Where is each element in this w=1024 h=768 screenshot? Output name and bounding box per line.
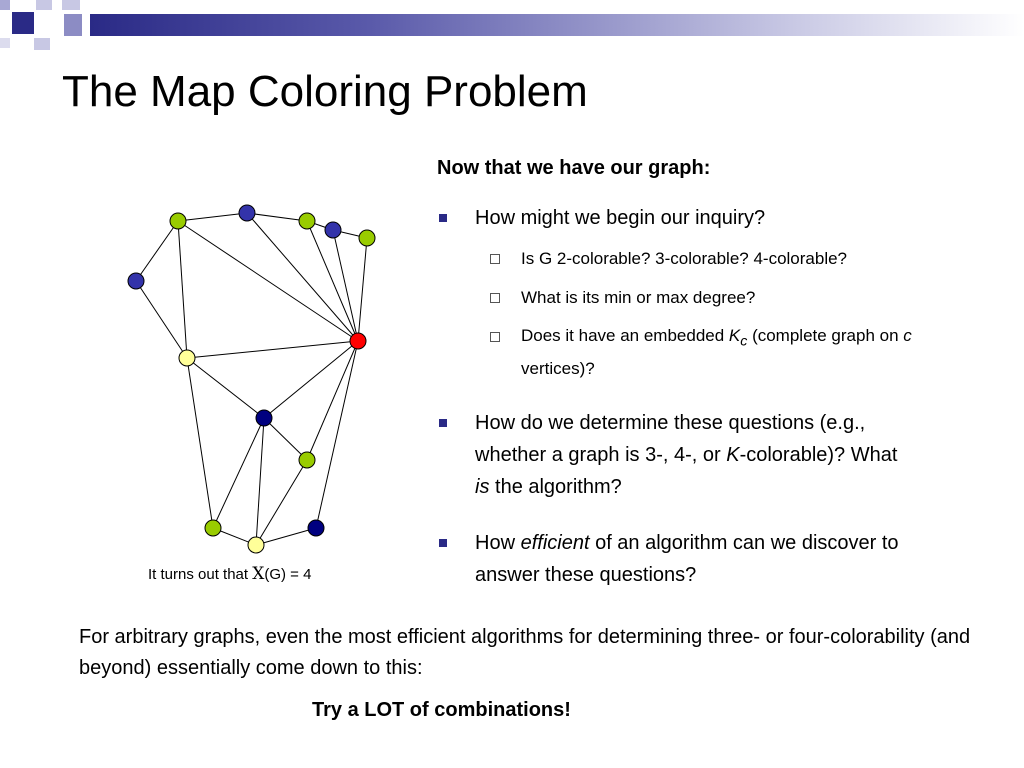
- header-decoration-square: [64, 14, 82, 36]
- graph-edge: [187, 358, 264, 418]
- graph-vertex-blue: [239, 205, 255, 221]
- graph-edge: [187, 358, 213, 528]
- conclusion-paragraph: For arbitrary graphs, even the most efficient algorithms for determining three- or four-colorability (and beyond) essentially come down to this:: [79, 626, 971, 679]
- graph-edge: [213, 418, 264, 528]
- header-decoration-square: [34, 38, 50, 50]
- header-gradient-bar: [90, 14, 1024, 36]
- graph-vertex-blue: [325, 222, 341, 238]
- bullet-item: How might we begin our inquiry?: [475, 207, 766, 229]
- graph-vertex-yellow: [248, 537, 264, 553]
- bullet-square-icon: [439, 214, 447, 222]
- bullet-square-icon: [439, 539, 447, 547]
- header-decoration-square: [12, 12, 34, 34]
- bullet-item: How do we determine these questions (e.g., whether a graph is 3-, 4-, or K-colorable)? What is the algorithm?: [475, 412, 898, 498]
- graph-edge: [307, 341, 358, 460]
- graph-vertex-blue: [128, 273, 144, 289]
- graph-edge: [178, 221, 187, 358]
- graph-caption: [148, 564, 311, 584]
- bullet-item: How efficient of an algorithm can we discover to answer these questions?: [475, 532, 899, 586]
- graph-edge: [333, 230, 358, 341]
- graph-vertices: [128, 205, 375, 553]
- graph-edge: [307, 221, 358, 341]
- graph-edge: [247, 213, 307, 221]
- graph-edge: [358, 238, 367, 341]
- graph-vertex-green: [205, 520, 221, 536]
- graph-edge: [136, 281, 187, 358]
- header-decoration-square: [0, 38, 10, 48]
- graph-diagram: [120, 195, 390, 565]
- header-decoration-square: [36, 0, 52, 10]
- graph-vertex-navy: [256, 410, 272, 426]
- chromatic-number-symbol: X: [252, 564, 265, 584]
- graph-vertex-navy: [308, 520, 324, 536]
- hollow-square-bullet-icon: [490, 293, 500, 303]
- graph-edge: [264, 341, 358, 418]
- graph-edge: [178, 221, 358, 341]
- header-decoration-square: [40, 14, 64, 34]
- subbullet-item: What is its min or max degree?: [521, 288, 756, 307]
- punchline: Try a LOT of combinations!: [312, 699, 571, 721]
- graph-edge: [187, 341, 358, 358]
- graph-edge: [256, 418, 264, 545]
- caption-text: It turns out that: [148, 566, 253, 583]
- graph-vertex-red: [350, 333, 366, 349]
- graph-vertex-green: [299, 452, 315, 468]
- graph-edge: [264, 418, 307, 460]
- graph-edges: [136, 213, 367, 545]
- slide-title: The Map Coloring Problem: [62, 67, 588, 116]
- graph-vertex-green: [359, 230, 375, 246]
- graph-vertex-yellow: [179, 350, 195, 366]
- bullet-square-icon: [439, 419, 447, 427]
- graph-vertex-green: [299, 213, 315, 229]
- hollow-square-bullet-icon: [490, 254, 500, 264]
- header-decoration-square: [62, 0, 80, 10]
- graph-edge: [316, 341, 358, 528]
- hollow-square-bullet-icon: [490, 332, 500, 342]
- caption-text: (G) = 4: [264, 566, 312, 583]
- graph-edge: [136, 221, 178, 281]
- graph-vertex-green: [170, 213, 186, 229]
- header-decoration-square: [0, 0, 10, 10]
- graph-edge: [178, 213, 247, 221]
- subbullet-item: Is G 2-colorable? 3-colorable? 4-colorable?: [521, 249, 848, 268]
- section-heading: Now that we have our graph:: [437, 157, 711, 179]
- subbullet-item: Does it have an embedded $K_c$ (complete graph on c vertices)?: [521, 326, 912, 379]
